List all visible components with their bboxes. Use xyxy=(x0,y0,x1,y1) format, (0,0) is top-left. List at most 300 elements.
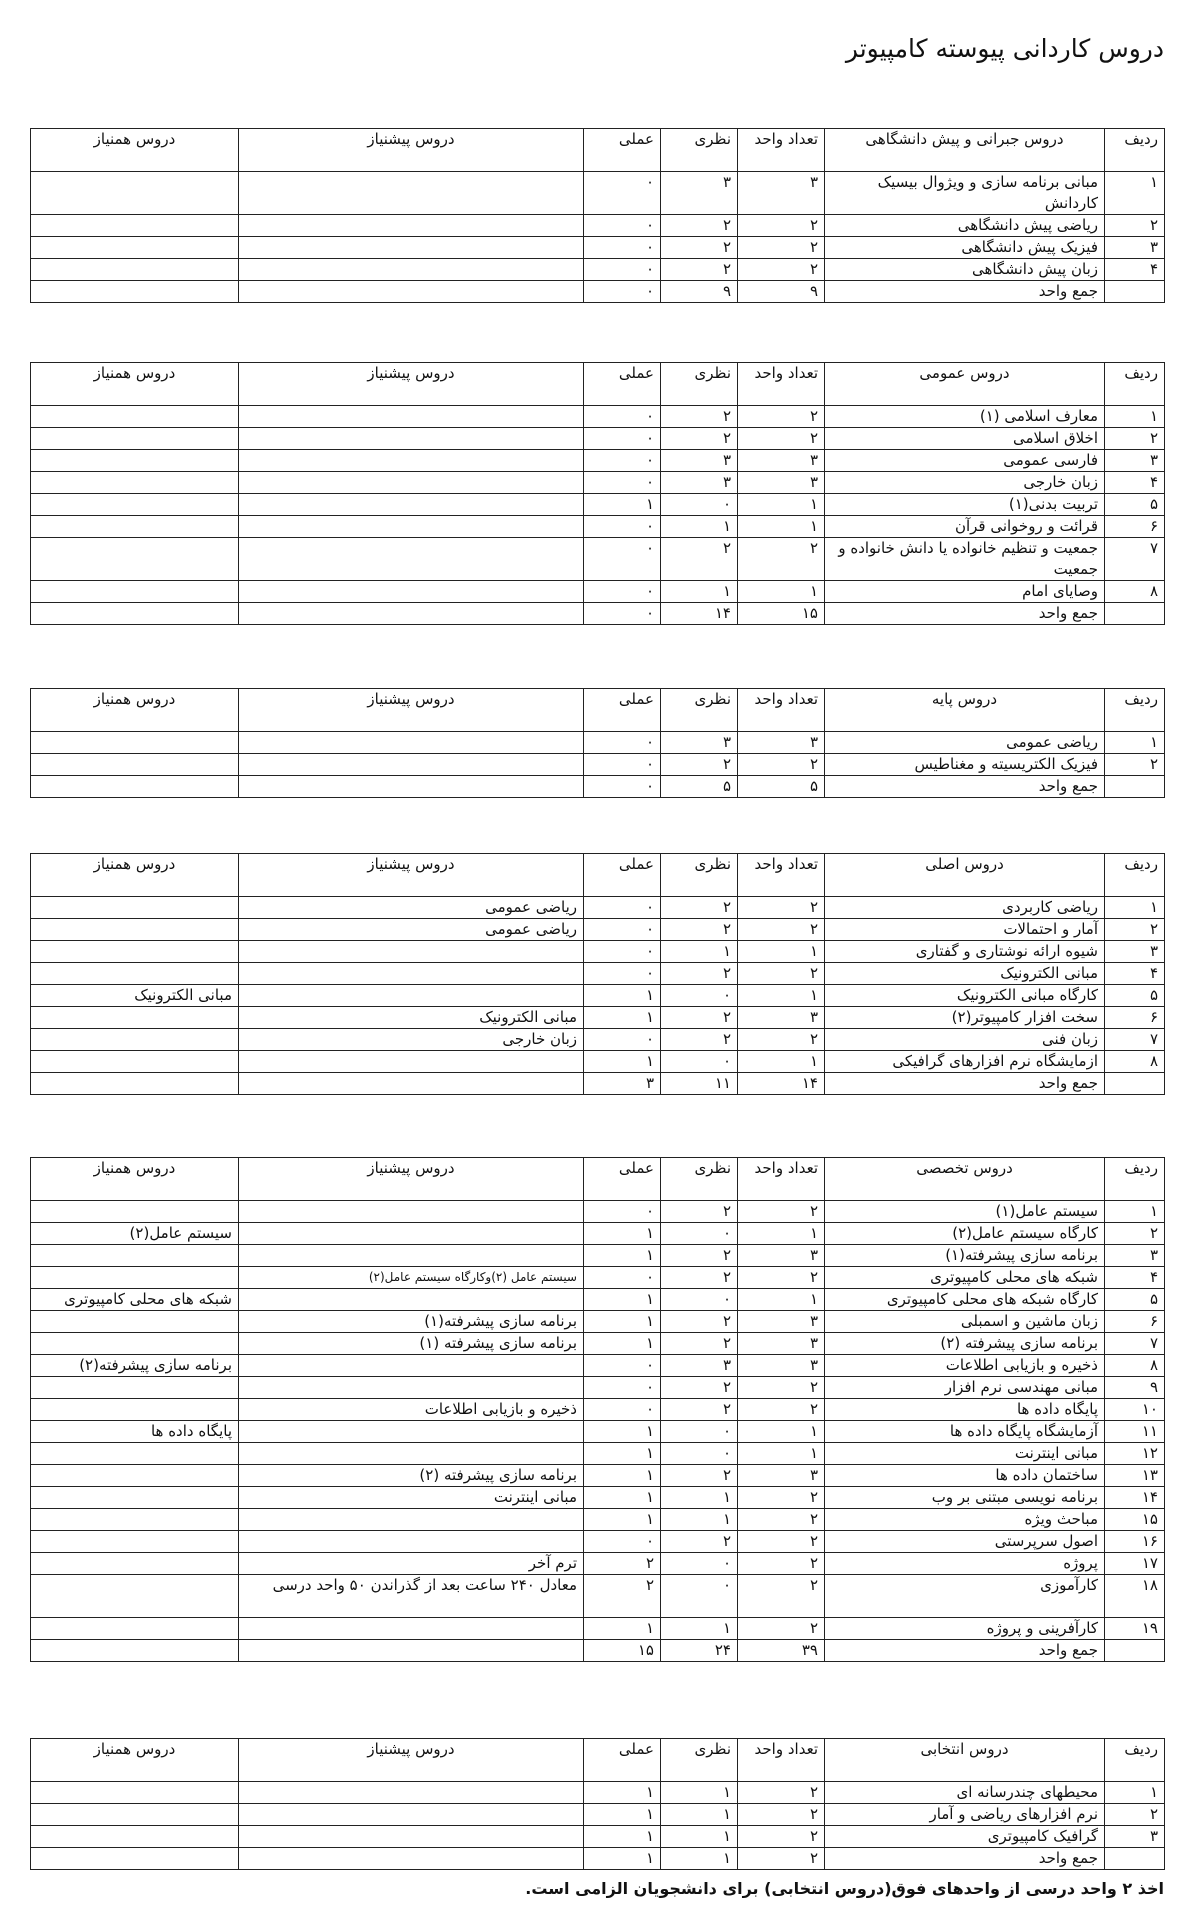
total-name: جمع واحد xyxy=(825,776,1105,798)
cell-name: ریاضی کاربردی xyxy=(825,897,1105,919)
table-row xyxy=(31,1509,1165,1531)
cell-units: ۳ xyxy=(738,1355,825,1377)
cell-practical: ۰ xyxy=(584,1029,661,1051)
table-header-row xyxy=(31,1158,1165,1201)
table-row xyxy=(31,754,1165,776)
total-practical: ۰ xyxy=(584,603,661,625)
cell-idx: ۱۱ xyxy=(1105,1421,1165,1443)
cell-units: ۲ xyxy=(738,1553,825,1575)
cell-idx: ۱ xyxy=(1105,1201,1165,1223)
cell-practical: ۱ xyxy=(584,1051,661,1073)
cell-practical: ۰ xyxy=(584,215,661,237)
cell-theory: ۰ xyxy=(661,1421,738,1443)
cell-practical: ۰ xyxy=(584,538,661,581)
cell-coreq xyxy=(31,919,239,941)
total-row xyxy=(31,603,1165,625)
cell-prereq xyxy=(239,1289,584,1311)
cell-idx: ۲ xyxy=(1105,215,1165,237)
total-coreq xyxy=(31,603,239,625)
cell-units: ۲ xyxy=(738,1618,825,1640)
cell-idx: ۵ xyxy=(1105,1289,1165,1311)
cell-name: فارسی عمومی xyxy=(825,450,1105,472)
cell-coreq xyxy=(31,581,239,603)
cell-practical: ۱ xyxy=(584,1487,661,1509)
cell-coreq xyxy=(31,1201,239,1223)
cell-units: ۲ xyxy=(738,1782,825,1804)
table-header-row xyxy=(31,129,1165,172)
cell-coreq xyxy=(31,1531,239,1553)
cell-coreq xyxy=(31,259,239,281)
total-practical: ۰ xyxy=(584,776,661,798)
header-coreq: دروس همنیاز xyxy=(31,1739,239,1782)
cell-practical: ۰ xyxy=(584,1355,661,1377)
header-name: دروس پایه xyxy=(825,689,1105,732)
table-header-row xyxy=(31,363,1165,406)
cell-units: ۲ xyxy=(738,1267,825,1289)
table-header-row xyxy=(31,854,1165,897)
cell-name: گرافیک کامپیوتری xyxy=(825,1826,1105,1848)
cell-name: آمار و احتمالات xyxy=(825,919,1105,941)
cell-idx: ۴ xyxy=(1105,963,1165,985)
cell-coreq xyxy=(31,1804,239,1826)
cell-idx: ۶ xyxy=(1105,1007,1165,1029)
cell-name: مباحث ویژه xyxy=(825,1509,1105,1531)
cell-practical: ۰ xyxy=(584,237,661,259)
cell-idx: ۱ xyxy=(1105,1782,1165,1804)
header-units: تعداد واحد xyxy=(738,1158,825,1201)
cell-practical: ۰ xyxy=(584,259,661,281)
cell-prereq: ذخیره و بازیابی اطلاعات xyxy=(239,1399,584,1421)
total-practical: ۳ xyxy=(584,1073,661,1095)
cell-theory: ۲ xyxy=(661,259,738,281)
cell-name: سخت افزار کامپیوتر(۲) xyxy=(825,1007,1105,1029)
cell-prereq xyxy=(239,1531,584,1553)
table-row xyxy=(31,897,1165,919)
cell-theory: ۲ xyxy=(661,1029,738,1051)
cell-units: ۱ xyxy=(738,494,825,516)
cell-prereq: زبان خارجی xyxy=(239,1029,584,1051)
cell-theory: ۲ xyxy=(661,897,738,919)
header-name: دروس تخصصی xyxy=(825,1158,1105,1201)
cell-idx: ۵ xyxy=(1105,494,1165,516)
table-row xyxy=(31,1804,1165,1826)
cell-idx: ۹ xyxy=(1105,1377,1165,1399)
cell-units: ۲ xyxy=(738,259,825,281)
header-coreq: دروس همنیاز xyxy=(31,854,239,897)
cell-coreq xyxy=(31,1007,239,1029)
cell-idx: ۴ xyxy=(1105,1267,1165,1289)
table-row xyxy=(31,1782,1165,1804)
total-practical: ۱۵ xyxy=(584,1640,661,1662)
cell-name: مبانی اینترنت xyxy=(825,1443,1105,1465)
cell-theory: ۱ xyxy=(661,1782,738,1804)
cell-prereq: ریاضی عمومی xyxy=(239,897,584,919)
cell-name: زبان ماشین و اسمبلی xyxy=(825,1311,1105,1333)
cell-idx: ۴ xyxy=(1105,259,1165,281)
cell-units: ۲ xyxy=(738,1487,825,1509)
cell-prereq xyxy=(239,472,584,494)
cell-idx: ۶ xyxy=(1105,516,1165,538)
cell-theory: ۳ xyxy=(661,172,738,215)
cell-practical: ۱ xyxy=(584,1333,661,1355)
cell-theory: ۲ xyxy=(661,237,738,259)
header-idx: ردیف xyxy=(1105,363,1165,406)
table-row xyxy=(31,1553,1165,1575)
cell-prereq xyxy=(239,215,584,237)
cell-idx: ۸ xyxy=(1105,1355,1165,1377)
cell-name: زبان پیش دانشگاهی xyxy=(825,259,1105,281)
cell-name: برنامه نویسی مبتنی بر وب xyxy=(825,1487,1105,1509)
table-row xyxy=(31,1355,1165,1377)
cell-units: ۲ xyxy=(738,406,825,428)
cell-practical: ۱ xyxy=(584,1826,661,1848)
total-row xyxy=(31,281,1165,303)
cell-idx: ۳ xyxy=(1105,941,1165,963)
cell-prereq: معادل ۲۴۰ ساعت بعد از گذراندن ۵۰ واحد درسی xyxy=(239,1575,584,1618)
cell-idx: ۳ xyxy=(1105,450,1165,472)
cell-units: ۳ xyxy=(738,450,825,472)
cell-units: ۳ xyxy=(738,472,825,494)
cell-prereq xyxy=(239,494,584,516)
total-idx xyxy=(1105,776,1165,798)
header-practical: عملی xyxy=(584,363,661,406)
table-row xyxy=(31,1223,1165,1245)
cell-name: زبان فنی xyxy=(825,1029,1105,1051)
general-courses-table xyxy=(30,362,1165,625)
cell-prereq xyxy=(239,450,584,472)
header-name: دروس عمومی xyxy=(825,363,1105,406)
cell-practical: ۰ xyxy=(584,1267,661,1289)
cell-prereq xyxy=(239,1245,584,1267)
total-idx xyxy=(1105,281,1165,303)
cell-prereq xyxy=(239,985,584,1007)
cell-prereq xyxy=(239,1051,584,1073)
table-row xyxy=(31,1421,1165,1443)
cell-practical: ۰ xyxy=(584,1377,661,1399)
table-header-row xyxy=(31,1739,1165,1782)
cell-name: زبان خارجی xyxy=(825,472,1105,494)
table-row xyxy=(31,732,1165,754)
cell-units: ۲ xyxy=(738,1201,825,1223)
cell-idx: ۳ xyxy=(1105,1245,1165,1267)
table-row xyxy=(31,1487,1165,1509)
cell-theory: ۳ xyxy=(661,472,738,494)
total-units: ۵ xyxy=(738,776,825,798)
cell-practical: ۰ xyxy=(584,941,661,963)
cell-theory: ۲ xyxy=(661,1465,738,1487)
cell-idx: ۱۵ xyxy=(1105,1509,1165,1531)
cell-units: ۲ xyxy=(738,215,825,237)
cell-coreq xyxy=(31,1245,239,1267)
cell-prereq xyxy=(239,732,584,754)
cell-practical: ۰ xyxy=(584,406,661,428)
header-idx: ردیف xyxy=(1105,1158,1165,1201)
cell-prereq xyxy=(239,1201,584,1223)
cell-coreq xyxy=(31,494,239,516)
total-prereq xyxy=(239,1848,584,1870)
header-prereq: دروس پیشنیاز xyxy=(239,1739,584,1782)
table-row xyxy=(31,1007,1165,1029)
basic-courses-table xyxy=(30,688,1165,798)
cell-prereq xyxy=(239,516,584,538)
header-coreq: دروس همنیاز xyxy=(31,363,239,406)
cell-practical: ۰ xyxy=(584,1399,661,1421)
total-prereq xyxy=(239,776,584,798)
cell-theory: ۰ xyxy=(661,1051,738,1073)
total-name: جمع واحد xyxy=(825,1848,1105,1870)
table-row xyxy=(31,1267,1165,1289)
table-row xyxy=(31,1618,1165,1640)
cell-coreq xyxy=(31,1553,239,1575)
cell-prereq xyxy=(239,172,584,215)
total-prereq xyxy=(239,603,584,625)
cell-practical: ۰ xyxy=(584,581,661,603)
cell-theory: ۲ xyxy=(661,406,738,428)
cell-idx: ۱۷ xyxy=(1105,1553,1165,1575)
table-row xyxy=(31,1289,1165,1311)
cell-units: ۲ xyxy=(738,1804,825,1826)
cell-practical: ۰ xyxy=(584,963,661,985)
cell-name: ازمایشگاه نرم افزارهای گرافیکی xyxy=(825,1051,1105,1073)
cell-coreq xyxy=(31,516,239,538)
cell-theory: ۲ xyxy=(661,1245,738,1267)
cell-name: ذخیره و بازیابی اطلاعات xyxy=(825,1355,1105,1377)
total-theory: ۹ xyxy=(661,281,738,303)
table-row xyxy=(31,259,1165,281)
total-coreq xyxy=(31,1848,239,1870)
cell-idx: ۷ xyxy=(1105,1333,1165,1355)
total-units: ۱۵ xyxy=(738,603,825,625)
cell-theory: ۲ xyxy=(661,963,738,985)
cell-units: ۲ xyxy=(738,428,825,450)
table-row xyxy=(31,581,1165,603)
cell-coreq: برنامه سازی پیشرفته(۲) xyxy=(31,1355,239,1377)
table-row xyxy=(31,1377,1165,1399)
cell-coreq xyxy=(31,1826,239,1848)
total-idx xyxy=(1105,1640,1165,1662)
cell-idx: ۱ xyxy=(1105,897,1165,919)
cell-idx: ۱۳ xyxy=(1105,1465,1165,1487)
cell-prereq xyxy=(239,538,584,581)
cell-coreq xyxy=(31,1267,239,1289)
cell-name: مبانی مهندسی نرم افزار xyxy=(825,1377,1105,1399)
total-name: جمع واحد xyxy=(825,1073,1105,1095)
specialized-courses-table xyxy=(30,1157,1165,1662)
cell-coreq xyxy=(31,1618,239,1640)
cell-theory: ۱ xyxy=(661,941,738,963)
cell-prereq: مبانی اینترنت xyxy=(239,1487,584,1509)
cell-idx: ۸ xyxy=(1105,1051,1165,1073)
cell-prereq xyxy=(239,581,584,603)
cell-prereq xyxy=(239,1355,584,1377)
cell-coreq: سیستم عامل(۲) xyxy=(31,1223,239,1245)
cell-units: ۱ xyxy=(738,1289,825,1311)
cell-theory: ۱ xyxy=(661,1487,738,1509)
cell-units: ۲ xyxy=(738,1826,825,1848)
cell-units: ۲ xyxy=(738,1531,825,1553)
cell-prereq xyxy=(239,406,584,428)
table-row xyxy=(31,1029,1165,1051)
cell-prereq xyxy=(239,1782,584,1804)
table-row xyxy=(31,1826,1165,1848)
cell-theory: ۲ xyxy=(661,1267,738,1289)
cell-theory: ۰ xyxy=(661,1553,738,1575)
total-name: جمع واحد xyxy=(825,281,1105,303)
cell-units: ۱ xyxy=(738,516,825,538)
table-row xyxy=(31,1399,1165,1421)
cell-units: ۱ xyxy=(738,1421,825,1443)
cell-theory: ۲ xyxy=(661,215,738,237)
cell-units: ۲ xyxy=(738,919,825,941)
table-row xyxy=(31,538,1165,581)
cell-name: سیستم عامل(۱) xyxy=(825,1201,1105,1223)
table-header-row xyxy=(31,689,1165,732)
cell-units: ۱ xyxy=(738,1443,825,1465)
cell-name: قرائت و روخوانی قرآن xyxy=(825,516,1105,538)
cell-prereq: برنامه سازی پیشرفته (۲) xyxy=(239,1465,584,1487)
table-row xyxy=(31,494,1165,516)
cell-coreq xyxy=(31,1311,239,1333)
cell-coreq xyxy=(31,754,239,776)
cell-name: محیطهای چندرسانه ای xyxy=(825,1782,1105,1804)
cell-idx: ۴ xyxy=(1105,472,1165,494)
cell-idx: ۱۴ xyxy=(1105,1487,1165,1509)
cell-practical: ۱ xyxy=(584,1465,661,1487)
header-practical: عملی xyxy=(584,1158,661,1201)
cell-practical: ۰ xyxy=(584,1531,661,1553)
table-row xyxy=(31,1201,1165,1223)
table-row xyxy=(31,406,1165,428)
header-coreq: دروس همنیاز xyxy=(31,129,239,172)
total-theory: ۱۱ xyxy=(661,1073,738,1095)
page-title: دروس کاردانی پیوسته کامپیوتر xyxy=(845,34,1164,63)
cell-coreq: پایگاه داده ها xyxy=(31,1421,239,1443)
cell-units: ۱ xyxy=(738,1223,825,1245)
cell-name: نرم افزارهای ریاضی و آمار xyxy=(825,1804,1105,1826)
cell-name: معارف اسلامی (۱) xyxy=(825,406,1105,428)
cell-idx: ۲ xyxy=(1105,1804,1165,1826)
cell-units: ۳ xyxy=(738,1007,825,1029)
total-coreq xyxy=(31,1640,239,1662)
cell-idx: ۱ xyxy=(1105,406,1165,428)
cell-theory: ۱ xyxy=(661,1618,738,1640)
cell-practical: ۱ xyxy=(584,1618,661,1640)
cell-prereq xyxy=(239,1509,584,1531)
total-practical: ۱ xyxy=(584,1848,661,1870)
cell-practical: ۱ xyxy=(584,494,661,516)
header-prereq: دروس پیشنیاز xyxy=(239,689,584,732)
header-idx: ردیف xyxy=(1105,854,1165,897)
table-row xyxy=(31,237,1165,259)
total-coreq xyxy=(31,281,239,303)
cell-coreq xyxy=(31,1487,239,1509)
total-theory: ۵ xyxy=(661,776,738,798)
cell-practical: ۰ xyxy=(584,732,661,754)
cell-practical: ۱ xyxy=(584,985,661,1007)
cell-idx: ۱۲ xyxy=(1105,1443,1165,1465)
cell-practical: ۰ xyxy=(584,897,661,919)
cell-practical: ۱ xyxy=(584,1223,661,1245)
cell-theory: ۳ xyxy=(661,732,738,754)
total-row xyxy=(31,1073,1165,1095)
cell-practical: ۲ xyxy=(584,1553,661,1575)
table-row xyxy=(31,1443,1165,1465)
cell-units: ۲ xyxy=(738,237,825,259)
cell-units: ۲ xyxy=(738,1029,825,1051)
cell-units: ۳ xyxy=(738,732,825,754)
cell-coreq xyxy=(31,406,239,428)
cell-units: ۱ xyxy=(738,941,825,963)
cell-name: فیزیک پیش دانشگاهی xyxy=(825,237,1105,259)
total-units: ۳۹ xyxy=(738,1640,825,1662)
cell-theory: ۰ xyxy=(661,494,738,516)
cell-coreq xyxy=(31,1575,239,1618)
cell-theory: ۳ xyxy=(661,450,738,472)
total-coreq xyxy=(31,776,239,798)
cell-units: ۱ xyxy=(738,985,825,1007)
header-theory: نظری xyxy=(661,129,738,172)
cell-coreq xyxy=(31,1051,239,1073)
cell-coreq xyxy=(31,1377,239,1399)
cell-coreq xyxy=(31,963,239,985)
cell-name: جمعیت و تنظیم خانواده یا دانش خانواده و جمعیت xyxy=(825,538,1105,581)
cell-idx: ۳ xyxy=(1105,237,1165,259)
cell-idx: ۱۶ xyxy=(1105,1531,1165,1553)
cell-idx: ۷ xyxy=(1105,538,1165,581)
header-prereq: دروس پیشنیاز xyxy=(239,1158,584,1201)
cell-units: ۲ xyxy=(738,538,825,581)
header-practical: عملی xyxy=(584,854,661,897)
cell-practical: ۱ xyxy=(584,1782,661,1804)
cell-name: ریاضی پیش دانشگاهی xyxy=(825,215,1105,237)
header-units: تعداد واحد xyxy=(738,129,825,172)
header-name: دروس انتخابی xyxy=(825,1739,1105,1782)
cell-coreq xyxy=(31,1465,239,1487)
cell-theory: ۳ xyxy=(661,1355,738,1377)
total-units: ۲ xyxy=(738,1848,825,1870)
total-theory: ۲۴ xyxy=(661,1640,738,1662)
cell-prereq xyxy=(239,428,584,450)
cell-units: ۲ xyxy=(738,754,825,776)
cell-idx: ۲ xyxy=(1105,428,1165,450)
cell-practical: ۰ xyxy=(584,516,661,538)
cell-prereq xyxy=(239,1826,584,1848)
cell-units: ۳ xyxy=(738,1245,825,1267)
cell-coreq xyxy=(31,1509,239,1531)
table-row xyxy=(31,941,1165,963)
cell-name: کارگاه مبانی الکترونیک xyxy=(825,985,1105,1007)
cell-theory: ۲ xyxy=(661,1377,738,1399)
cell-units: ۳ xyxy=(738,1311,825,1333)
cell-idx: ۵ xyxy=(1105,985,1165,1007)
cell-coreq xyxy=(31,1333,239,1355)
table-row xyxy=(31,1465,1165,1487)
cell-coreq xyxy=(31,1399,239,1421)
cell-theory: ۱ xyxy=(661,1826,738,1848)
cell-name: آزمایشگاه پایگاه داده ها xyxy=(825,1421,1105,1443)
cell-theory: ۲ xyxy=(661,919,738,941)
cell-name: مبانی الکترونیک xyxy=(825,963,1105,985)
cell-coreq xyxy=(31,215,239,237)
cell-theory: ۱ xyxy=(661,581,738,603)
header-units: تعداد واحد xyxy=(738,363,825,406)
cell-coreq xyxy=(31,732,239,754)
header-prereq: دروس پیشنیاز xyxy=(239,129,584,172)
cell-idx: ۱ xyxy=(1105,172,1165,215)
cell-units: ۲ xyxy=(738,963,825,985)
header-theory: نظری xyxy=(661,363,738,406)
header-units: تعداد واحد xyxy=(738,689,825,732)
